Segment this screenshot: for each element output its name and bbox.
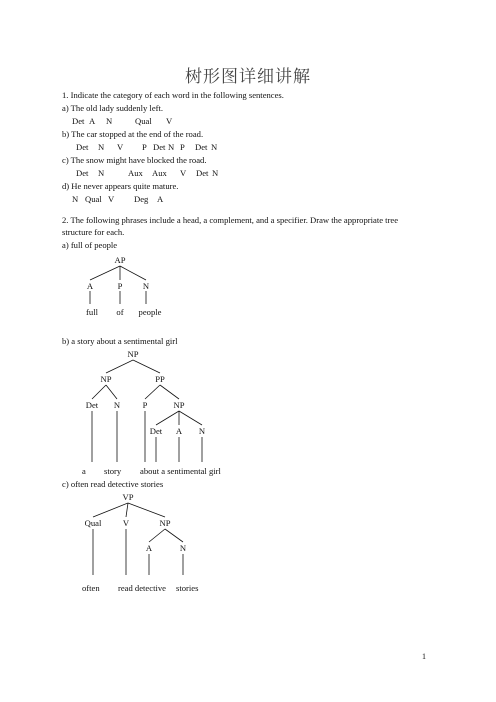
tree-word: about a sentimental girl: [140, 466, 221, 476]
tree-node: P: [117, 281, 123, 291]
tree-node: Det: [85, 400, 99, 410]
tree-node: N: [142, 281, 150, 291]
q2-heading-cont: structure for each.: [62, 227, 125, 237]
tree-node: AP: [114, 255, 126, 265]
tree-node: VP: [122, 492, 134, 502]
tree-word: stories: [176, 583, 199, 593]
tree-node: Det: [149, 426, 163, 436]
q1a-tag: A: [89, 116, 96, 126]
q1a-sentence: a) The old lady suddenly left.: [62, 103, 164, 113]
tree-node: PP: [155, 374, 165, 384]
tree-word: full: [86, 307, 98, 317]
q2a-label: a) full of people: [62, 240, 118, 250]
q1b-tag: Det: [76, 142, 89, 152]
tree-node: P: [142, 400, 148, 410]
tree-node: V: [122, 518, 130, 528]
tree-node: N: [113, 400, 121, 410]
tree-node: NP: [159, 518, 171, 528]
q1c-tag: Det: [196, 168, 209, 178]
q1-heading: 1. Indicate the category of each word in the following sentences.: [62, 90, 284, 100]
q1b-tag: V: [117, 142, 124, 152]
tree-word: a: [82, 466, 86, 476]
q2-heading: 2. The following phrases include a head, a complement, and a specifier. Draw the appropriate tree: [62, 215, 399, 225]
q1b-tag: N: [98, 142, 105, 152]
q1b-tag: Det: [153, 142, 166, 152]
q1c-tag: Aux: [152, 168, 167, 178]
tree-node: N: [198, 426, 206, 436]
q1d-tag: N: [72, 194, 79, 204]
q1a-tag: Qual: [135, 116, 152, 126]
tree-node: Qual: [84, 518, 102, 528]
q1c-tag: N: [98, 168, 105, 178]
q1c-tag: Aux: [128, 168, 143, 178]
q2b-label: b) a story about a sentimental girl: [62, 336, 178, 346]
tree-word: of: [116, 307, 124, 317]
q1b-tag: P: [180, 142, 185, 152]
tree-node: A: [175, 426, 183, 436]
page-title: 树形图详细讲解: [185, 67, 311, 87]
q1a-tag: V: [166, 116, 173, 126]
q1b-tag: Det: [195, 142, 208, 152]
q1d-tag: V: [108, 194, 115, 204]
tree-node: NP: [173, 400, 185, 410]
tree-node: N: [179, 543, 187, 553]
q1a-tag: N: [106, 116, 113, 126]
q1d-tag: Qual: [85, 194, 102, 204]
q1c-tag: Det: [76, 168, 89, 178]
q1b-tag: N: [211, 142, 218, 152]
q1c-tag: V: [180, 168, 187, 178]
q1b-tag: N: [168, 142, 175, 152]
q1b-tag: P: [142, 142, 147, 152]
tree-word: story: [104, 466, 122, 476]
tree-node: A: [145, 543, 153, 553]
q1d-sentence: d) He never appears quite mature.: [62, 181, 179, 191]
tree-node: A: [86, 281, 94, 291]
q1d-tag: A: [157, 194, 164, 204]
q1a-tag: Det: [72, 116, 85, 126]
q1d-tag: Deg: [134, 194, 149, 204]
tree-node: NP: [127, 349, 139, 359]
q1c-tag: N: [212, 168, 219, 178]
tree-node: NP: [100, 374, 112, 384]
tree-word: read detective: [118, 583, 166, 593]
page-number: 1: [422, 652, 426, 661]
q2c-label: c) often read detective stories: [62, 479, 164, 489]
tree-word: people: [138, 307, 162, 317]
q1b-sentence: b) The car stopped at the end of the road.: [62, 129, 204, 139]
q1c-sentence: c) The snow might have blocked the road.: [62, 155, 207, 165]
tree-word: often: [82, 583, 100, 593]
